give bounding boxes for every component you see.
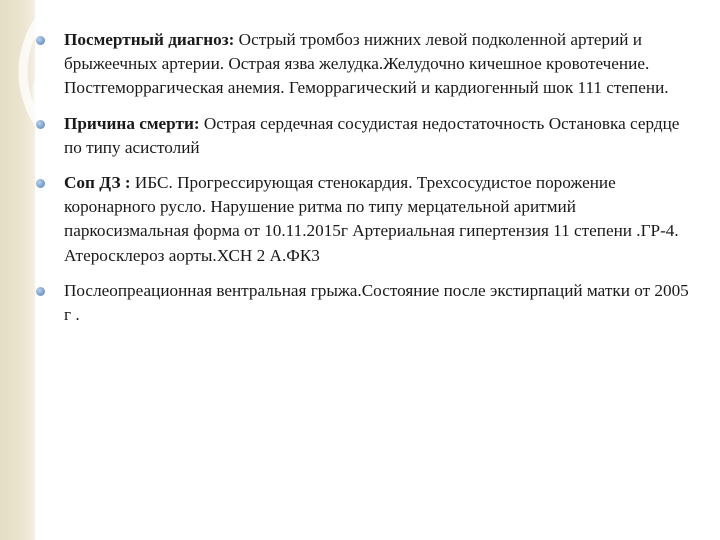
bullet-list — [30, 28, 698, 327]
item-label: Причина смерти: — [64, 113, 200, 133]
bullet-icon — [36, 120, 45, 129]
item-text: ИБС. Прогрессирующая стенокардия. Трехсосудистое порожение коронарного русло. Нарушение ритма по типу мерцательной аритмий паркосизмальная форма от 10.11.2015г Артериальная гипертензия 11 степени .ГР-4. Атеросклероз аорты.ХСН 2 А.ФК3 — [64, 173, 679, 265]
item-label: Соп ДЗ : — [64, 173, 131, 193]
content-area — [30, 28, 698, 338]
bullet-item-concomitant-diagnosis — [30, 171, 698, 268]
bullet-icon — [36, 36, 45, 45]
item-text: Острый тромбоз нижних левой подколенной артерий и брыжеечных артерии. Острая язва желудка.Желудочно кичешное кровотечение. Постгеморрагическая анемия. Геморрагический и кардиогенный шок 111 степени. — [64, 30, 669, 98]
bullet-icon — [36, 179, 45, 188]
item-text: Острая сердечная сосудистая недостаточность Остановка сердце по типу асистолий — [64, 113, 680, 157]
bullet-item-cause-of-death — [30, 112, 698, 160]
bullet-item-postmortem-diagnosis — [30, 28, 698, 101]
item-label: Посмертный диагноз: — [64, 30, 235, 49]
item-text: Послеопреационная вентральная грыжа.Состояние после экстирпаций матки от 2005 г . — [64, 280, 689, 325]
bullet-item-postoperative-hernia — [30, 279, 698, 327]
bullet-icon — [36, 287, 45, 296]
